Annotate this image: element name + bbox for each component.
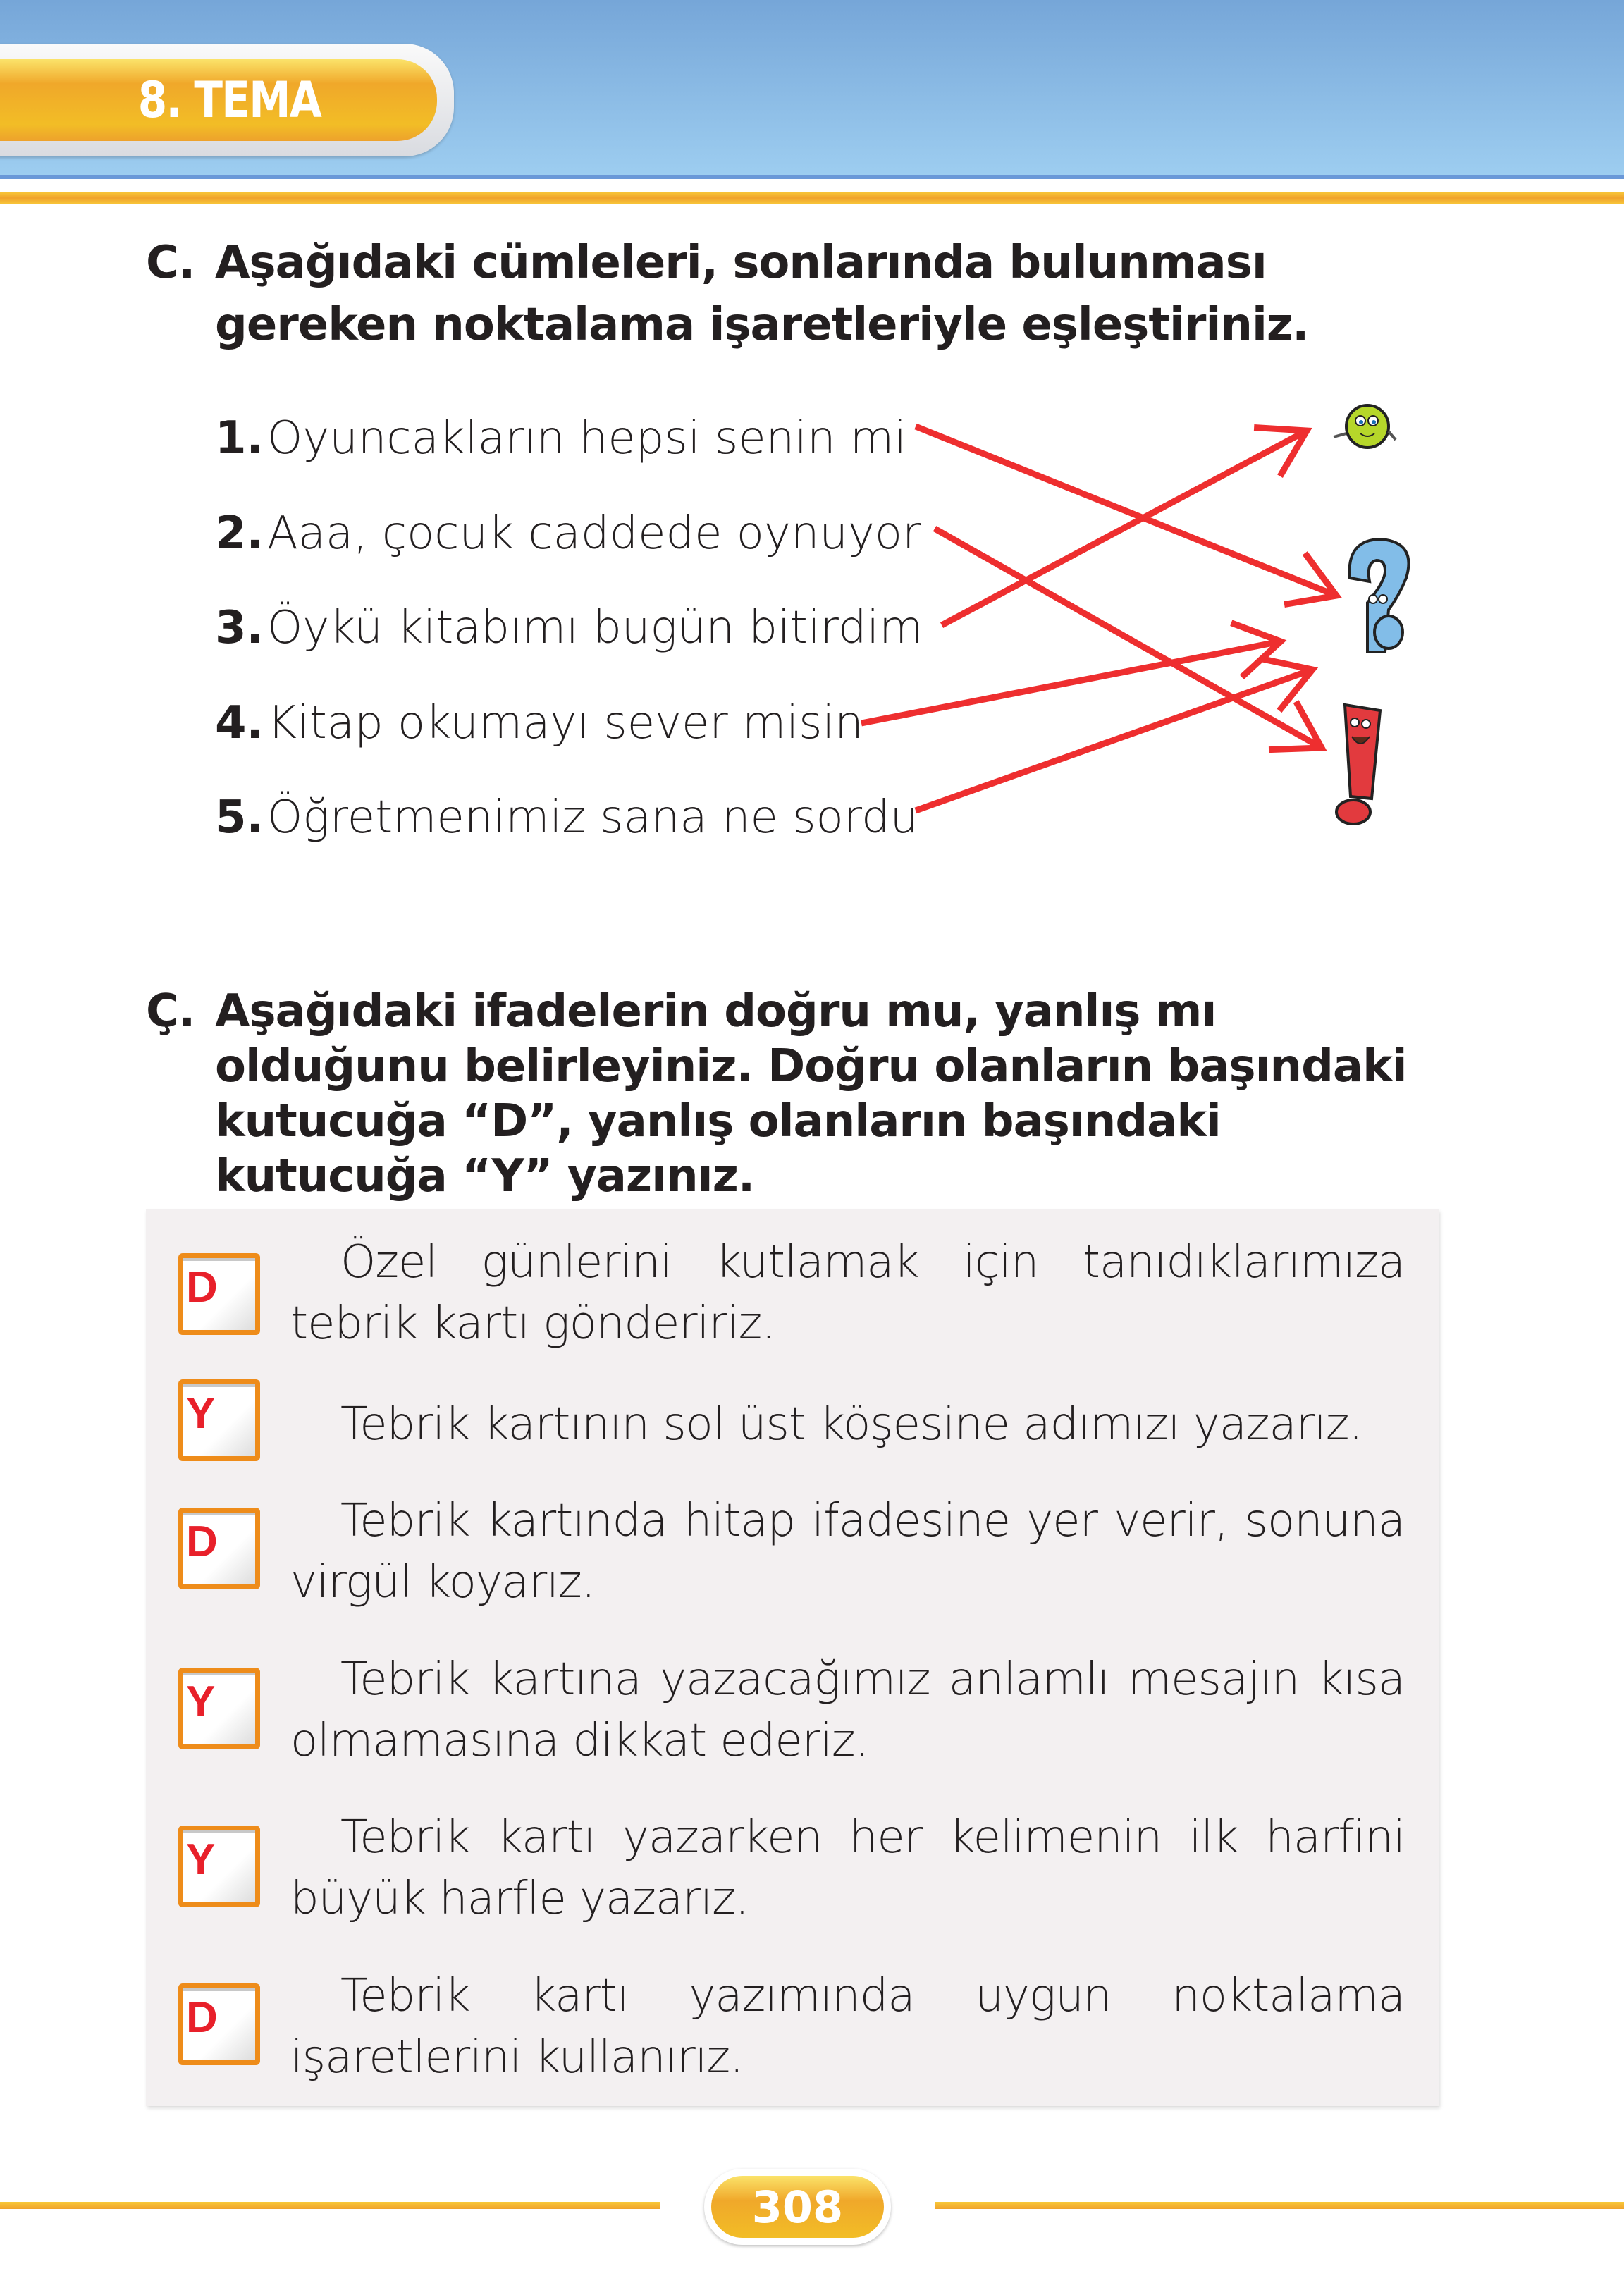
section-cc-heading xyxy=(146,984,1450,1204)
answer-checkbox[interactable] xyxy=(178,1253,260,1335)
statement-text: Özel günlerini kutlamak için tanıdıklarımıza tebrik kartı göndeririz. xyxy=(290,1236,1405,1350)
statement-text: Tebrik kartı yazımında uygun noktalama işaretlerini kullanırız. xyxy=(290,1970,1405,2083)
statement-text: Tebrik kartı yazarken her kelimenin ilk harfini büyük harfle yazarız. xyxy=(290,1811,1405,1925)
theme-label: 8. TEMA xyxy=(137,71,321,129)
section-c-instruction: Aşağıdaki cümleleri, sonlarında bulunması gereken noktalama işaretleriyle eşleştiriniz. xyxy=(215,237,1309,351)
page-number: 308 xyxy=(711,2176,884,2238)
statement-text: Tebrik kartına yazacağımız anlamlı mesajın kısa olmamasına dikkat ederiz. xyxy=(290,1654,1405,1767)
answer-checkbox[interactable] xyxy=(178,1379,260,1461)
item-number: 3. xyxy=(215,602,264,654)
answer-letter: Y xyxy=(186,1678,216,1726)
match-arrow xyxy=(916,426,1336,605)
item-number: 4. xyxy=(215,697,264,749)
item-text: Oyuncakların hepsi senin mi xyxy=(267,412,906,464)
page-number-badge xyxy=(704,2169,891,2245)
answer-letter: D xyxy=(186,1993,218,2042)
section-c-heading xyxy=(146,232,1450,356)
match-arrow xyxy=(861,623,1281,723)
exclamation-mark-icon xyxy=(1336,705,1380,824)
item-text: Kitap okumayı sever misin xyxy=(267,697,863,749)
answer-checkbox[interactable] xyxy=(178,1508,260,1589)
item-text: Öykü kitabımı bugün bitirdim xyxy=(267,602,923,654)
answer-checkbox[interactable] xyxy=(178,1826,260,1907)
statement-text: Tebrik kartının sol üst köşesine adımızı yazarız. xyxy=(340,1398,1362,1451)
answer-letter: D xyxy=(186,1518,218,1566)
answer-letter: D xyxy=(186,1263,218,1312)
section-cc-label: Ç. xyxy=(146,985,195,1038)
item-number: 2. xyxy=(215,507,264,560)
answer-checkbox[interactable] xyxy=(178,1983,260,2065)
section-c-label: C. xyxy=(146,237,195,289)
period-face-icon xyxy=(1334,405,1396,448)
answer-letter: Y xyxy=(186,1389,216,1438)
item-text: Aaa, çocuk caddede oynuyor xyxy=(267,507,921,560)
match-arrow xyxy=(916,658,1312,811)
match-arrow xyxy=(935,529,1322,750)
section-cc-instruction: Aşağıdaki ifadelerin doğru mu, yanlış mı olduğunu belirleyiniz. Doğru olanların başındaki kutucuğa “D”, yanlış olanların başındaki kutucuğa “Y” yazınız. xyxy=(215,985,1407,1202)
item-text: Öğretmenimiz sana ne sordu xyxy=(267,792,919,844)
answer-letter: Y xyxy=(186,1835,216,1884)
statement-text: Tebrik kartında hitap ifadesine yer verir, sonuna virgül koyarız. xyxy=(290,1495,1405,1608)
footer-line-right xyxy=(935,2202,1624,2209)
answer-checkbox[interactable] xyxy=(178,1668,260,1749)
question-mark-icon xyxy=(1350,539,1409,652)
footer-line-left xyxy=(0,2202,660,2209)
item-number: 5. xyxy=(215,792,264,844)
matching-arrows xyxy=(0,0,1624,916)
item-number: 1. xyxy=(215,412,264,464)
